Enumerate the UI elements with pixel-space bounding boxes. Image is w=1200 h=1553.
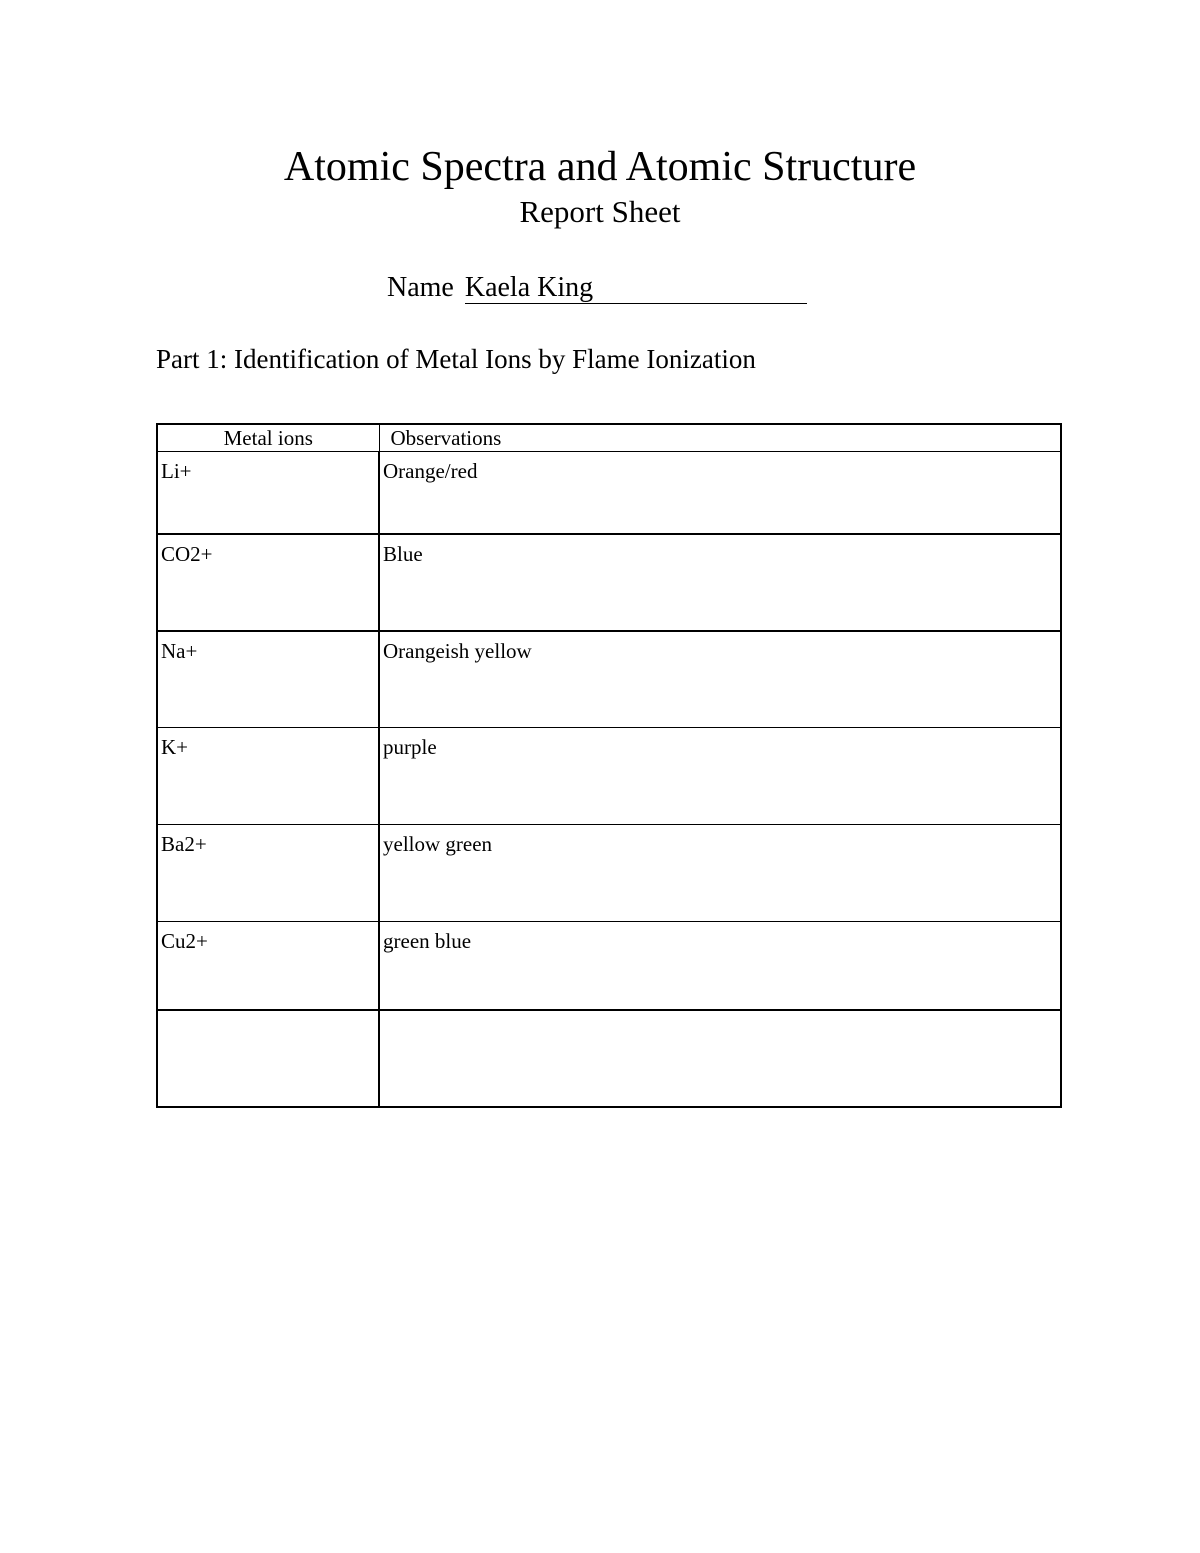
table-row xyxy=(157,631,1061,728)
ion-cell: Cu2+ xyxy=(157,922,379,1010)
ion-cell: Li+ xyxy=(157,452,379,534)
observation-cell: purple xyxy=(379,728,1061,825)
name-label: Name xyxy=(387,272,454,303)
page-subtitle: Report Sheet xyxy=(519,194,681,229)
table-row xyxy=(157,452,1061,534)
name-field xyxy=(387,268,807,308)
table-row xyxy=(157,728,1061,825)
ion-cell: K+ xyxy=(157,728,379,825)
observation-cell: green blue xyxy=(379,922,1061,1010)
table-header-row xyxy=(157,424,1061,452)
part1-heading: Part 1: Identification of Metal Ions by Flame Ionization xyxy=(156,344,756,374)
observation-cell xyxy=(379,1010,1061,1107)
ion-cell: CO2+ xyxy=(157,534,379,631)
metal-ions-table xyxy=(156,423,1062,1108)
table-row xyxy=(157,534,1061,631)
name-value: Kaela King xyxy=(465,273,807,304)
ion-cell: Na+ xyxy=(157,631,379,728)
observation-cell: Orangeish yellow xyxy=(379,631,1061,728)
page-title: Atomic Spectra and Atomic Structure xyxy=(283,144,917,190)
table-row xyxy=(157,1010,1061,1107)
ion-cell: Ba2+ xyxy=(157,825,379,922)
ion-cell xyxy=(157,1010,379,1107)
observation-cell: yellow green xyxy=(379,825,1061,922)
observation-cell: Orange/red xyxy=(379,452,1061,534)
column-header-observations: Observations xyxy=(379,424,1061,452)
observation-cell: Blue xyxy=(379,534,1061,631)
column-header-metal-ions: Metal ions xyxy=(157,424,379,452)
table-row xyxy=(157,922,1061,1010)
table-row xyxy=(157,825,1061,922)
